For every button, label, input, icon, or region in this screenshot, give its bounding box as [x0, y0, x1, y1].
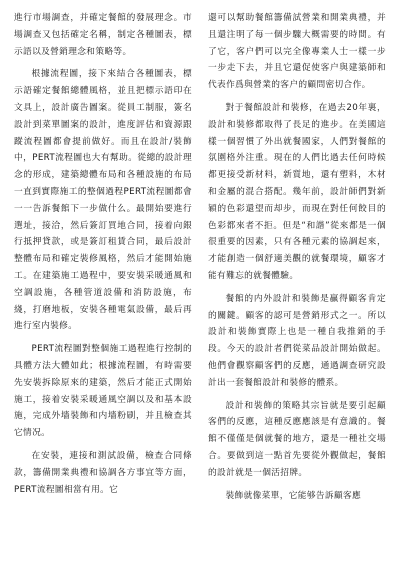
paragraph: 裝飾就像菜單，它能够告訴顧客應	[225, 490, 362, 501]
right-column	[208, 10, 386, 562]
paragraph: 根據流程圖，接下來結合各種圖表，標示語確定餐館總體風格，並且把標示語印在文具上，設計廣告圖案。從員工制服，簽名設計到菜單圖案的設計，進度評估和資源跟蹤流程圖都會提前做好。而且在設計/裝飾中，PERT流程圖也大有幫助。從總的設計理念的形成，建築總體布局和各種設施的布局一直到實際施工的整個過程PERT流程圖都會一一告訴餐館下一步做什么。最開始要進行選址，接洽，然后簽訂買地合同，接着向銀行抵押貸款，或是簽訂租賃合同，最后設計整體布局和確定裝修風格，然后才能開始施工。在建築施工過程中，要安裝采暖通風和空調設施，各種管道設備和消防設施，布綫，打磨地板，安裝各種電氣設備，最后再進行室内裝修。	[14, 69, 192, 332]
paragraph: 設計和裝飾的策略其宗旨就是要引起顧客們的反應，這種反應應該是有意識的。餐館不僅僅是個就餐的地方，還是一種社交場合。要做到這一點首先要從外觀做起，餐館的設計就是一個活招牌。	[208, 400, 386, 478]
left-column	[14, 10, 192, 562]
paragraph: 在安裝，連接和測試設備，檢查合同條款，籌備開業典禮和協調各方事宜等方面，PERT流程圖相當有用。它	[14, 450, 192, 495]
paragraph: 還可以幫助餐館籌備試營業和開業典禮，并且還注明了每一個步驟大概需要的時間。有了它，客户們可以完全像專業人士一樣一步一步走下去，并且它還促使客户與建築師和代表作爲與營業的客户的顧問密切合作。	[208, 13, 386, 91]
paragraph: 餐館的内外設計和裝飾是贏得顧客肯定的關鍵。顧客的認可是營銷形式之一。所以設計和裝飾實際上也是一種自我推銷的手段。今天的設計者們從菜品設計開始做起。他們會觀察顧客們的反應，通過調查研究設計出一套餐館設計和裝修的體系。	[208, 293, 386, 388]
paragraph: PERT流程圖對整個施工過程進行控制的具體方法大體如此；根據流程圖，有時需要先安裝拆除原來的建築，然后才能正式開始施工，接着安裝采暖通風空調以及和基本設施，完成外墻裝飾和内墻粉刷，并且檢查其它情况。	[14, 344, 192, 439]
paragraph: 對于餐館設計和裝修，在過去20年裏，設計和裝修都取得了長足的進步。在美國這樣一個習慣了外出就餐國家，人們對餐館的氛圍格外注重。現在的人們比過去任何時候都更接受新材料，新質地，還有塑料，木材和金屬的混合搭配。幾年前，設計師們對新穎的色彩還望而却步，而現在對任何餃目的色彩都來者不拒。但是“和諧”從來都是一個很重要的因素，只有各種元素的協調起來，才能創造一個舒適美觀的就餐環境，顧客才能有難忘的就餐體驗。	[208, 102, 386, 281]
paragraph: 進行市場調查，并確定餐館的發展理念。市場調查又包括確定名稱，制定各種圖表，標示語以及營銷理念和策略等。	[14, 13, 192, 57]
document-page	[14, 10, 386, 562]
